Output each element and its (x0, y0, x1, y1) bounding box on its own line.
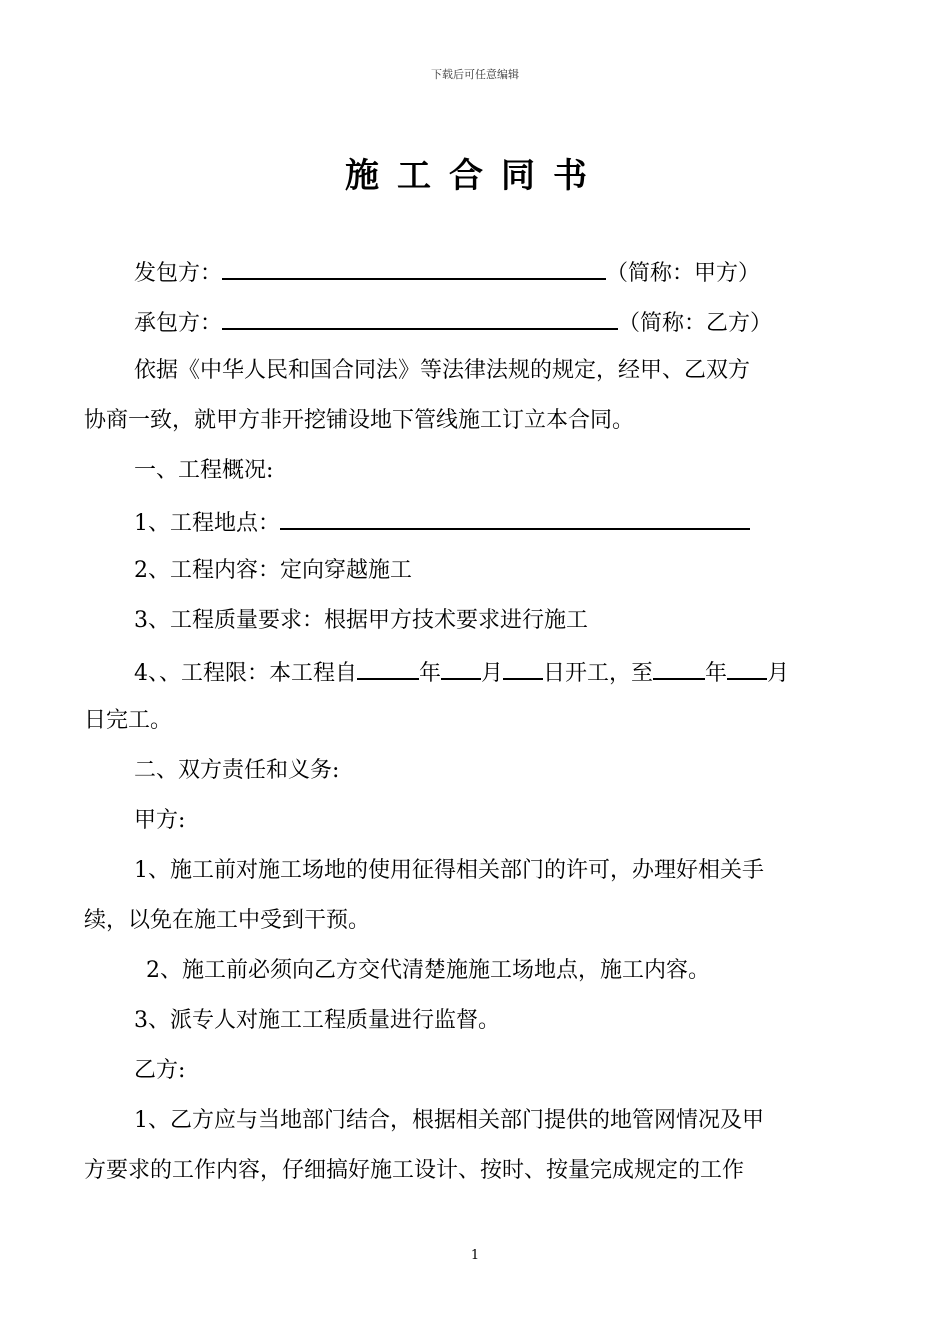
page-header: 下载后可任意编辑 (431, 68, 519, 81)
document-title: 施工合同书 (345, 156, 605, 196)
item-4-year-2: 年 (705, 661, 728, 686)
start-year-blank (357, 656, 419, 680)
item-1-label: 1、工程地点： (134, 511, 280, 536)
party-b-blank (222, 306, 618, 330)
party-a-duty-1-line-2: 续，以免在施工中受到干预。 (84, 908, 371, 933)
item-1-line (134, 506, 869, 539)
party-b-duty-1-line-2: 方要求的工作内容，仔细搞好施工设计、按时、按量完成规定的工作 (84, 1158, 745, 1183)
item-4-year-1: 年 (419, 661, 442, 686)
party-a-line (134, 256, 869, 289)
party-a-duty-3: 3、派专人对施工工程质量进行监督。 (134, 1008, 500, 1033)
section-1-title: 一、工程概况: (134, 458, 274, 483)
end-month-blank (727, 656, 767, 680)
party-a-blank (222, 256, 606, 280)
party-a-label: 发包方： (134, 261, 223, 286)
party-a-suffix: （简称：甲方） (606, 261, 761, 286)
party-b-duty-1-line-1: 1、乙方应与当地部门结合，根据相关部门提供的地管网情况及甲 (134, 1108, 764, 1133)
party-b-line (134, 306, 869, 339)
page-number: 1 (470, 1248, 480, 1263)
party-a-duty-2: 2、施工前必须向乙方交代清楚施施工场地点，施工内容。 (146, 958, 710, 983)
party-b-label: 承包方： (134, 311, 223, 336)
item-4-part-1: 4、、工程限：本工程自 (134, 661, 357, 686)
item-4-month-1: 月 (481, 661, 504, 686)
party-a-duties-title: 甲方: (134, 808, 186, 833)
intro-line-2: 协商一致，就甲方非开挖铺设地下管线施工订立本合同。 (84, 408, 635, 433)
end-year-blank (653, 656, 705, 680)
intro-line-1: 依据《中华人民和国合同法》等法律法规的规定，经甲、乙双方 (134, 358, 751, 383)
start-day-blank (503, 656, 543, 680)
item-4-continuation: 日完工。 (84, 708, 173, 733)
party-a-duty-1-line-1: 1、施工前对施工场地的使用征得相关部门的许可，办理好相关手 (134, 858, 764, 883)
section-2-title: 二、双方责任和义务: (134, 758, 340, 783)
location-blank (280, 506, 750, 530)
start-month-blank (441, 656, 481, 680)
item-3-line: 3、工程质量要求：根据甲方技术要求进行施工 (134, 608, 588, 633)
item-4-part-4: 日开工，至 (543, 661, 654, 686)
party-b-duties-title: 乙方: (134, 1058, 186, 1083)
item-4-line (134, 656, 869, 689)
item-2-line: 2、工程内容：定向穿越施工 (134, 558, 412, 583)
party-b-suffix: （简称：乙方） (618, 311, 773, 336)
item-4-month-2: 月 (767, 661, 790, 686)
